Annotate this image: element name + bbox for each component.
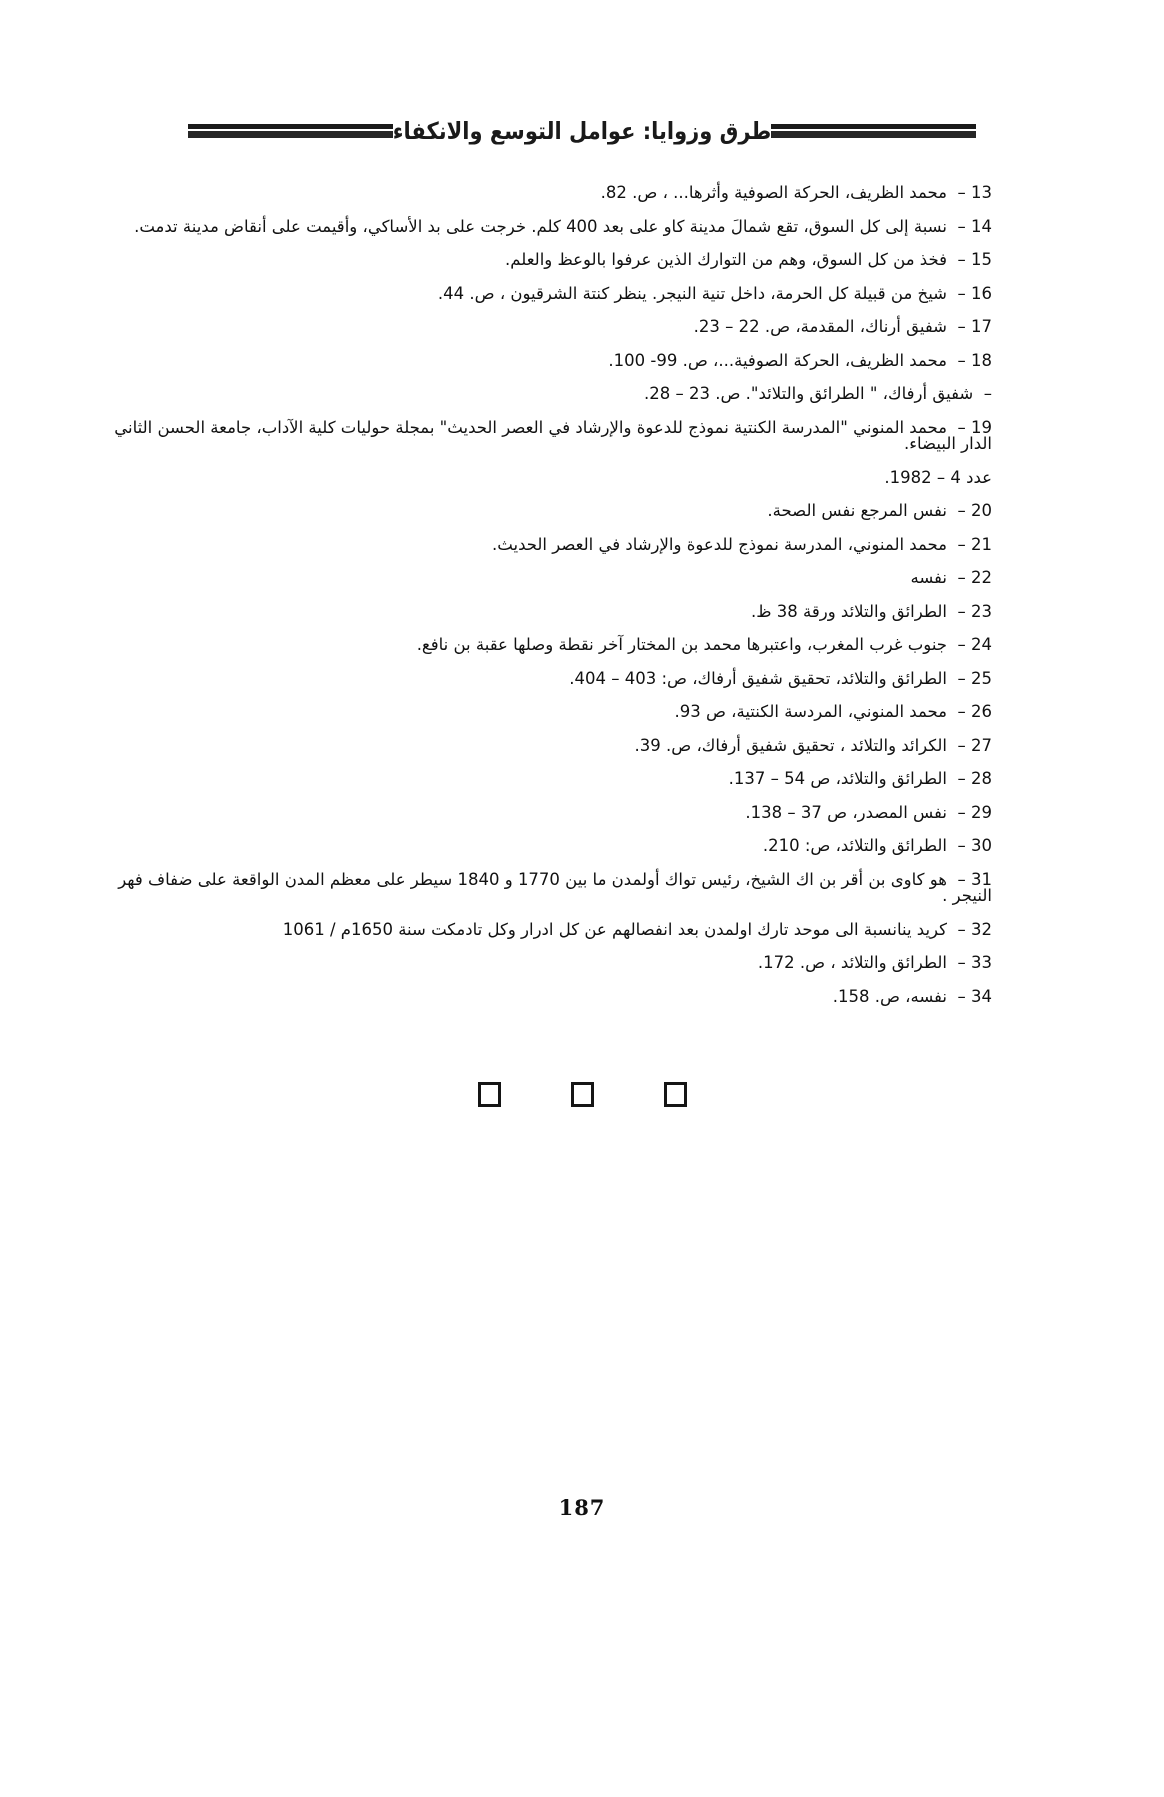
endnote-number: 18 – <box>957 350 992 370</box>
page-title: طرق وزوايا: عوامل التوسع والانكفاء <box>392 117 772 145</box>
endnote-item <box>92 534 992 554</box>
endnote-item <box>92 637 992 654</box>
ornament-square-3 <box>664 1082 687 1107</box>
endnote-item <box>92 185 992 202</box>
endnote-text: شفيق أرفاك، " الطرائق والتلائد". ص. 23 – 28. <box>644 384 974 403</box>
endnote-item <box>92 350 992 370</box>
endnote-item <box>92 386 992 403</box>
endnote-item <box>92 869 992 905</box>
page-number: 187 <box>558 1495 606 1520</box>
endnote-text: نفسه <box>910 568 947 587</box>
endnote-text: الطرائق والتلائد ، ص. 172. <box>757 953 947 972</box>
endnote-number: 17 – <box>957 317 992 336</box>
endnote-number: – <box>983 384 992 403</box>
endnote-text: محمد المنوني، المردسة الكنتية، ص 93. <box>674 702 947 721</box>
endnote-text: هو كاوى بن أقر بن اك الشيخ، رئيس تواك أولمدن ما بين 1770 و 1840 سيطر على معظم المدن الواقعة على ضفاف فهر النيجر . <box>118 869 992 905</box>
endnote-number: 28 – <box>957 769 992 788</box>
ornament-square-1 <box>478 1082 501 1107</box>
endnote-item <box>92 417 992 453</box>
endnote-number: 21 – <box>957 534 992 554</box>
endnote-number: 15 – <box>957 250 992 269</box>
decorative-rule-right <box>771 123 976 139</box>
ornament-square-2 <box>571 1082 594 1107</box>
endnote-text: فخذ من كل السوق، وهم من التوارك الذين عرفوا بالوعظ والعلم. <box>505 250 947 269</box>
endnote-text: نفسه، ص. 158. <box>832 986 947 1006</box>
endnote-text: الطرائق والتلائد ورقة 38 ظ. <box>751 601 947 621</box>
endnote-text: جنوب غرب المغرب، واعتبرها محمد بن المختار آخر نقطة وصلها عقبة بن نافع. <box>416 635 947 654</box>
endnote-text: عدد 4 – 1982. <box>884 467 992 487</box>
endnote-item <box>92 252 992 269</box>
endnote-text: شيخ من قبيلة كل الحرمة، داخل تنية النيجر. ينظر كنتة الشرقيون ، ص. 44. <box>437 283 947 303</box>
endnote-text: نفس المصدر، ص 37 – 138. <box>745 802 947 822</box>
endnote-number: 13 – <box>957 183 992 202</box>
endnote-item <box>92 668 992 688</box>
endnote-number: 29 – <box>957 802 992 822</box>
endnote-text: محمد المنوني "المدرسة الكنتية نموذج للدعوة والإرشاد في العصر الحديث" بمجلة حوليات كلية الآداب، جامعة الحسن الثاني الدار البيضاء. <box>114 417 992 453</box>
endnote-number: 23 – <box>957 601 992 621</box>
endnote-number: 20 – <box>957 501 992 520</box>
endnote-item <box>92 838 992 855</box>
endnote-number: 30 – <box>957 836 992 855</box>
endnote-text: نسبة إلى كل السوق، تقع شمالَ مدينة كاو على بعد 400 كلم. خرجت على بد الأساكي، وأقيمت على أنقاض مدينة تدمت. <box>134 216 947 236</box>
endnote-number: 19 – <box>957 417 992 437</box>
endnote-item <box>92 467 992 487</box>
endnote-number: 32 – <box>957 919 992 939</box>
endnote-text: الطرائق والتلائد، ص: 210. <box>762 836 947 855</box>
endnote-number: 26 – <box>957 702 992 721</box>
endnote-item <box>92 503 992 520</box>
endnote-item <box>92 802 992 822</box>
endnote-number: 27 – <box>957 735 992 755</box>
endnote-number: 22 – <box>957 568 992 587</box>
endnote-text: الطرائق والتلائد، ص 54 – 137. <box>728 769 947 788</box>
endnote-item <box>92 919 992 939</box>
endnote-text: شفيق أرناك، المقدمة، ص. 22 – 23. <box>693 317 947 336</box>
endnote-text: الطرائق والتلائد، تحقيق شفيق أرفاك، ص: 403 – 404. <box>569 668 947 688</box>
endnote-item <box>92 735 992 755</box>
endnote-number: 34 – <box>957 986 992 1006</box>
endnotes-list <box>92 185 992 1022</box>
endnote-number: 31 – <box>957 869 992 889</box>
ornament-row <box>0 1082 1164 1107</box>
endnote-item <box>92 283 992 303</box>
endnote-number: 14 – <box>957 216 992 236</box>
endnote-item <box>92 319 992 336</box>
endnote-item <box>92 986 992 1006</box>
decorative-rule-left <box>188 123 393 139</box>
endnote-item <box>92 216 992 236</box>
endnote-text: محمد الظريف، الحركة الصوفية وأثرها... ، ص. 82. <box>600 183 947 202</box>
endnote-number: 25 – <box>957 668 992 688</box>
endnote-number: 33 – <box>957 953 992 972</box>
endnote-item <box>92 771 992 788</box>
endnote-text: محمد المنوني، المدرسة نموذج للدعوة والإرشاد في العصر الحديث. <box>492 534 947 554</box>
endnote-number: 24 – <box>957 635 992 654</box>
endnote-item <box>92 601 992 621</box>
endnote-item <box>92 570 992 587</box>
endnote-text: كريد ينانسبة الى موحد تارك اولمدن بعد انفصالهم عن كل ادرار وكل تادمكت سنة 1650م / 1061 <box>282 919 947 939</box>
running-head <box>90 108 1074 154</box>
endnote-text: الكرائد والتلائد ، تحقيق شفيق أرفاك، ص. 39. <box>634 735 947 755</box>
endnote-number: 16 – <box>957 283 992 303</box>
endnote-text: محمد الظريف، الحركة الصوفية...، ص. 99- 100. <box>608 350 947 370</box>
endnote-item <box>92 955 992 972</box>
endnote-text: نفس المرجع نفس الصحة. <box>767 501 947 520</box>
endnote-item <box>92 704 992 721</box>
